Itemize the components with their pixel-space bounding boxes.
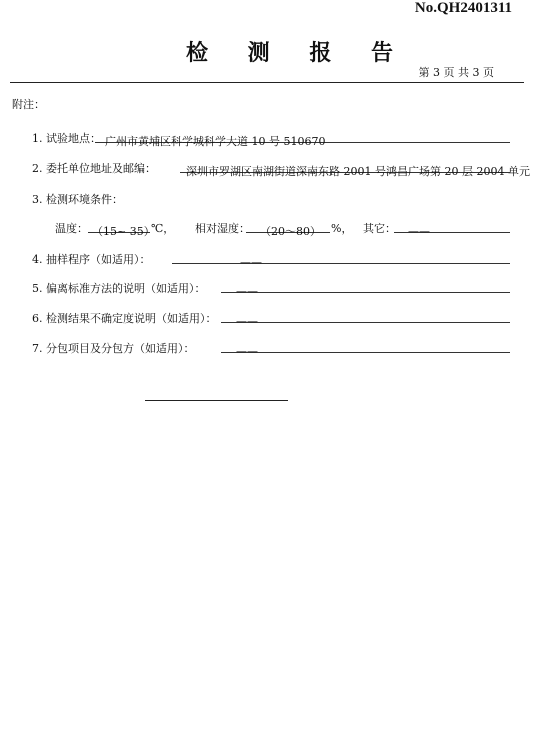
other-value: ——	[408, 225, 430, 238]
humidity-label: 相对湿度：	[195, 222, 250, 235]
page-indicator: 第 3 页 共 3 页	[418, 66, 494, 79]
sampling-label: 4. 抽样程序（如适用）：	[32, 253, 151, 266]
page-title: 检 测 报 告	[186, 40, 409, 66]
temperature-unit: ℃，	[151, 222, 175, 235]
client-address-line	[180, 160, 530, 178]
deviation-line	[221, 280, 510, 298]
humidity-value: （20～80）	[260, 225, 321, 238]
client-address-value: 深圳市罗湖区南湖街道深南东路 2001 号鸿昌广场第 20 层 2004 单元	[186, 165, 530, 178]
deviation-label: 5. 偏离标准方法的说明（如适用）：	[32, 282, 206, 295]
sampling-value: ——	[240, 256, 262, 269]
uncertainty-value: ——	[236, 315, 258, 328]
end-of-report-line	[145, 400, 288, 401]
deviation-value: ——	[236, 285, 258, 298]
uncertainty-line	[221, 310, 510, 328]
subcontract-value: ——	[236, 345, 258, 358]
report-number: No.QH2401311	[414, 0, 512, 16]
test-location-label: 1. 试验地点：	[32, 132, 101, 145]
test-location-line	[95, 130, 510, 148]
env-conditions-label: 3. 检测环境条件：	[32, 193, 123, 206]
subcontract-line	[221, 340, 510, 358]
other-label: 其它：	[363, 222, 396, 235]
client-address-label: 2. 委托单位地址及邮编：	[32, 162, 156, 175]
sampling-line	[172, 251, 510, 269]
header-divider	[10, 82, 524, 83]
note-label: 附注：	[12, 98, 45, 111]
uncertainty-label: 6. 检测结果不确定度说明（如适用）：	[32, 312, 217, 325]
humidity-unit: %，	[331, 222, 353, 235]
temperature-label: 温度：	[55, 222, 88, 235]
other-line	[394, 220, 510, 238]
subcontract-label: 7. 分包项目及分包方（如适用）：	[32, 342, 195, 355]
test-location-value: 广州市黄埔区科学城科学大道 10 号 510670	[105, 135, 326, 148]
temperature-line	[88, 220, 155, 238]
humidity-line	[246, 220, 330, 238]
temperature-value: （15~ 35）	[92, 225, 155, 238]
